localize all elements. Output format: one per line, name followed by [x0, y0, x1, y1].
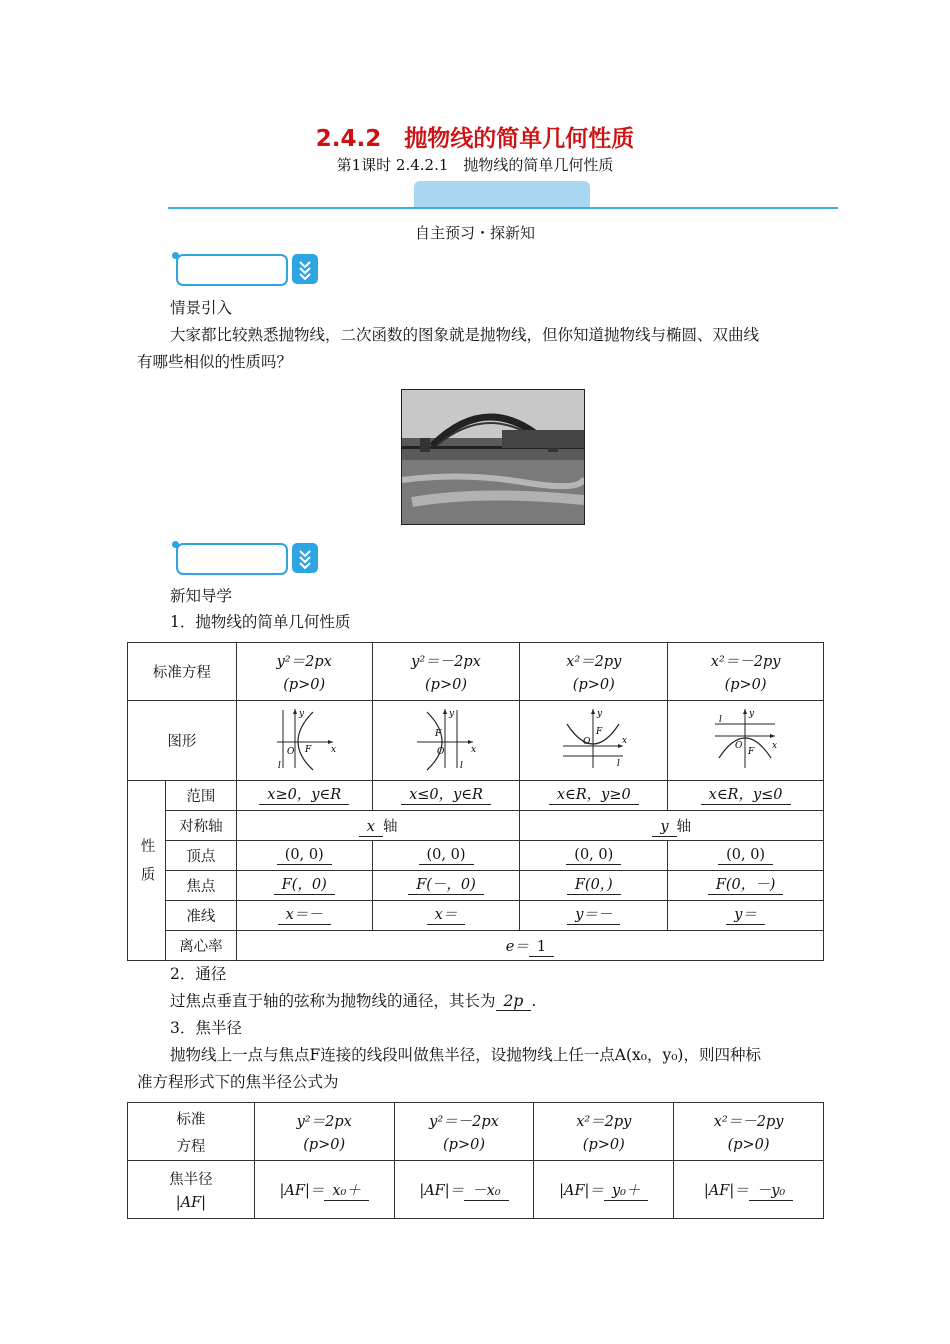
eq-cell: y²＝2px (p>0) [236, 643, 372, 701]
focal-radius-table [127, 1102, 824, 1219]
header-label: 标准方程 [128, 643, 237, 701]
svg-text:O: O [287, 746, 295, 757]
focus-cell: F(0，) [520, 871, 668, 901]
svg-text:y: y [449, 708, 455, 719]
parabola-graph-down [711, 706, 781, 772]
range-cell: x≤0，y∈R [372, 781, 520, 811]
svg-text:l: l [718, 714, 722, 725]
focus-cell: F(－，0) [372, 871, 520, 901]
eq-cell: x²＝2py (p>0) [534, 1103, 674, 1161]
svg-text:O: O [437, 746, 445, 757]
graph-cell [668, 701, 824, 781]
chevron-down-icon [292, 254, 318, 284]
eq-cell: y²＝2px (p>0) [254, 1103, 394, 1161]
graph-cell [520, 701, 668, 781]
svg-text:x: x [771, 740, 777, 751]
svg-text:l: l [278, 760, 282, 771]
parabola-graph-right [269, 706, 339, 772]
vertex-cell: (0, 0) [236, 841, 372, 871]
axis-cell: y 轴 [520, 811, 824, 841]
eq-cell: x²＝－2py (p>0) [668, 643, 824, 701]
svg-text:F: F [747, 746, 754, 757]
header-label: 标准 方程 [128, 1103, 255, 1161]
focal-cell: |AF|＝ y₀＋ [534, 1161, 674, 1219]
header-rule [168, 207, 838, 209]
svg-text:F: F [595, 726, 603, 737]
svg-text:x: x [331, 744, 337, 755]
focal-cell: |AF|＝ －x₀ [394, 1161, 534, 1219]
svg-text:O: O [734, 740, 742, 751]
page-subtitle: 第1课时 2.4.2.1 抛物线的简单几何性质 [336, 156, 614, 174]
row-label: 焦半径 |AF| [128, 1161, 255, 1219]
axis-cell: x 轴 [236, 811, 520, 841]
svg-text:x: x [621, 735, 627, 746]
vertex-cell: (0, 0) [372, 841, 520, 871]
chevron-down-icon [292, 543, 318, 573]
svg-text:F: F [435, 728, 442, 739]
section-heading: 自主预习・探新知 [414, 224, 535, 242]
vertex-cell: (0, 0) [520, 841, 668, 871]
row-label: 准线 [165, 901, 236, 931]
focal-cell: |AF|＝ －y₀ [674, 1161, 824, 1219]
directrix-cell: x＝－ [236, 901, 372, 931]
guide-item2-text: 过焦点垂直于轴的弦称为抛物线的通径，其长为 2p . [170, 992, 537, 1010]
eq-cell: y²＝－2px (p>0) [394, 1103, 534, 1161]
row-label: 顶点 [165, 841, 236, 871]
intro-heading: 情景引入 [170, 299, 233, 317]
page-title: 2.4.2 抛物线的简单几何性质 [315, 126, 635, 152]
vertex-cell: (0, 0) [668, 841, 824, 871]
range-cell: x∈R，y≥0 [520, 781, 668, 811]
svg-text:F: F [305, 744, 312, 755]
directrix-cell: x＝ [372, 901, 520, 931]
svg-text:x: x [471, 744, 477, 755]
range-cell: x≥0，y∈R [236, 781, 372, 811]
guide-item3-line1: 抛物线上一点与焦点F连接的线段叫做焦半径，设抛物线上任一点A(x₀，y₀)，则四种标 [170, 1046, 761, 1064]
figure-label: 图形 [128, 701, 237, 781]
row-label: 焦点 [165, 871, 236, 901]
parabola-graph-left [411, 706, 481, 772]
guide-item2: 2．通径 [170, 965, 227, 983]
props-label: 性质 [128, 781, 166, 961]
eccentricity-cell: e＝ 1 [236, 931, 823, 961]
focal-cell: |AF|＝ x₀＋ [254, 1161, 394, 1219]
directrix-cell: y＝ [668, 901, 824, 931]
intro-paragraph-line2: 有哪些相似的性质吗？ [137, 353, 293, 371]
svg-text:l: l [460, 760, 463, 771]
section-badge-2 [172, 541, 318, 575]
row-label: 范围 [165, 781, 236, 811]
graph-cell [236, 701, 372, 781]
guide-item1: 1．抛物线的简单几何性质 [170, 613, 351, 631]
guide-item3: 3．焦半径 [170, 1019, 242, 1037]
svg-text:l: l [616, 758, 620, 769]
intro-paragraph-line1: 大家都比较熟悉抛物线，二次函数的图象就是抛物线，但你知道抛物线与椭圆、双曲线 [170, 326, 760, 344]
eq-cell: x²＝－2py (p>0) [674, 1103, 824, 1161]
eq-cell: x²＝2py (p>0) [520, 643, 668, 701]
focus-cell: F(，0) [236, 871, 372, 901]
directrix-cell: y＝－ [520, 901, 668, 931]
graph-cell [372, 701, 520, 781]
section-tab [414, 181, 590, 207]
focus-cell: F(0，－) [668, 871, 824, 901]
bridge-photo [401, 389, 585, 525]
properties-table [127, 642, 824, 961]
row-label: 离心率 [165, 931, 236, 961]
section-badge [172, 252, 318, 286]
guide-item3-line2: 准方程形式下的焦半径公式为 [137, 1073, 339, 1091]
svg-text:y: y [299, 708, 305, 719]
guide-heading: 新知导学 [170, 587, 233, 605]
svg-text:O: O [582, 736, 591, 747]
parabola-graph-up [559, 706, 629, 772]
range-cell: x∈R，y≤0 [668, 781, 824, 811]
svg-text:y: y [748, 708, 754, 719]
eq-cell: y²＝－2px (p>0) [372, 643, 520, 701]
row-label: 对称轴 [165, 811, 236, 841]
svg-text:y: y [596, 708, 602, 719]
